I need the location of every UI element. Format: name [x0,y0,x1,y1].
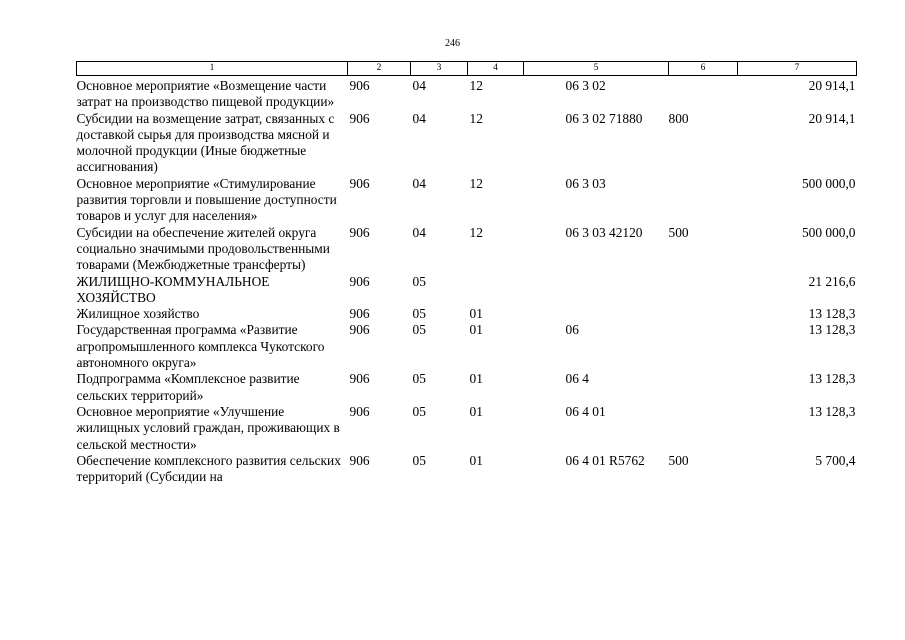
row-section-code: 05 [412,452,426,468]
row-expense-type: 500 [668,224,689,240]
header-cell: 7 [738,62,857,76]
row-subsection-code [468,274,524,307]
page-number: 246 [445,38,460,49]
row-amount: 21 216,6 [808,273,856,289]
row-amount: 13 128,3 [808,306,856,322]
row-subsection-code: 01 [469,322,483,338]
row-expense-type: 800 [668,110,689,126]
row-name: Жилищное хозяйство [76,306,200,322]
row-target-article: 06 3 02 71880 [565,110,643,126]
row-target-article: 06 4 01 [565,403,606,419]
table-row [77,322,857,371]
row-target-article: 06 3 03 [565,175,606,191]
row-chapter-code: 906 [349,452,370,468]
row-subsection-code: 12 [469,110,483,126]
row-amount: 20 914,1 [808,78,856,93]
row-amount: 13 128,3 [808,322,856,338]
row-section-code: 05 [412,306,426,322]
row-chapter-code: 906 [349,110,370,126]
row-expense-type: 500 [668,452,689,468]
row-section-code: 05 [412,322,426,338]
row-amount: 20 914,1 [808,110,856,126]
row-chapter-code: 906 [349,175,370,191]
row-name: Основное мероприятие «Возмещение части затрат на производство пищевой продукции» [76,78,335,110]
table-body [77,76,857,486]
header-cell: 1 [77,62,348,76]
row-chapter-code: 906 [349,322,370,338]
table-row [77,453,857,486]
row-subsection-code: 01 [469,452,483,468]
row-target-article [524,306,669,322]
row-chapter-code: 906 [349,273,370,289]
row-section-code: 05 [412,273,426,289]
table-row [77,274,857,307]
row-amount: 13 128,3 [808,371,856,387]
row-target-article: 06 3 02 [565,78,606,93]
row-name: Государственная программа «Развитие агропромышленного комплекса Чукотского автономного округа» [76,322,325,371]
table-row [77,371,857,404]
row-target-article: 06 [565,322,579,338]
row-subsection-code: 12 [469,78,483,93]
row-name: Обеспечение комплексного развития сельских территорий (Субсидии на [76,452,341,485]
row-chapter-code: 906 [349,306,370,322]
row-expense-type [669,176,738,225]
row-subsection-code: 01 [469,306,483,322]
row-section-code: 04 [412,78,426,93]
table-row [77,111,857,176]
header-cell: 3 [411,62,468,76]
header-cell: 5 [524,62,669,76]
table-row [77,76,857,111]
row-chapter-code: 906 [349,403,370,419]
row-expense-type [669,76,738,111]
row-amount: 13 128,3 [808,403,856,419]
row-chapter-code: 906 [349,371,370,387]
row-expense-type [669,371,738,404]
row-subsection-code: 12 [469,175,483,191]
row-name: Подпрограмма «Комплексное развитие сельских территорий» [76,371,300,403]
row-section-code: 04 [412,110,426,126]
row-section-code: 05 [412,371,426,387]
header-cell: 4 [468,62,524,76]
table-row [77,404,857,453]
row-section-code: 04 [412,175,426,191]
row-target-article: 06 4 [565,371,589,387]
row-expense-type [669,306,738,322]
row-name: Субсидии на обеспечение жителей округа социально значимыми продовольственными товарами (Межбюджетные трансферты) [76,224,330,273]
row-amount: 5 700,4 [815,452,856,468]
header-cell: 2 [348,62,411,76]
row-chapter-code: 906 [349,224,370,240]
row-expense-type [669,274,738,307]
row-section-code: 04 [412,224,426,240]
row-section-code: 05 [412,403,426,419]
row-target-article: 06 4 01 R5762 [565,452,645,468]
row-target-article: 06 3 03 42120 [565,224,643,240]
row-name: Основное мероприятие «Улучшение жилищных условий граждан, проживающих в сельской местности» [76,403,340,452]
budget-table [76,61,857,485]
table-row [77,176,857,225]
row-name: Субсидии на возмещение затрат, связанных с доставкой сырья для производства мясной и молочной продукции (Иные бюджетные ассигнования) [76,110,335,175]
row-subsection-code: 01 [469,371,483,387]
table-row [77,306,857,322]
table-header [77,62,857,76]
row-subsection-code: 12 [469,224,483,240]
row-name: ЖИЛИЩНО-КОММУНАЛЬНОЕ ХОЗЯЙСТВО [76,273,270,305]
row-chapter-code: 906 [349,78,370,93]
row-target-article [524,274,669,307]
row-expense-type [669,404,738,453]
header-row [77,62,857,76]
header-cell: 6 [669,62,738,76]
row-amount: 500 000,0 [801,224,856,240]
row-subsection-code: 01 [469,403,483,419]
row-name: Основное мероприятие «Стимулирование развития торговли и повышение доступности товаров и услуг для населения» [76,175,337,224]
table-row [77,225,857,274]
row-amount: 500 000,0 [801,175,856,191]
row-expense-type [669,322,738,371]
